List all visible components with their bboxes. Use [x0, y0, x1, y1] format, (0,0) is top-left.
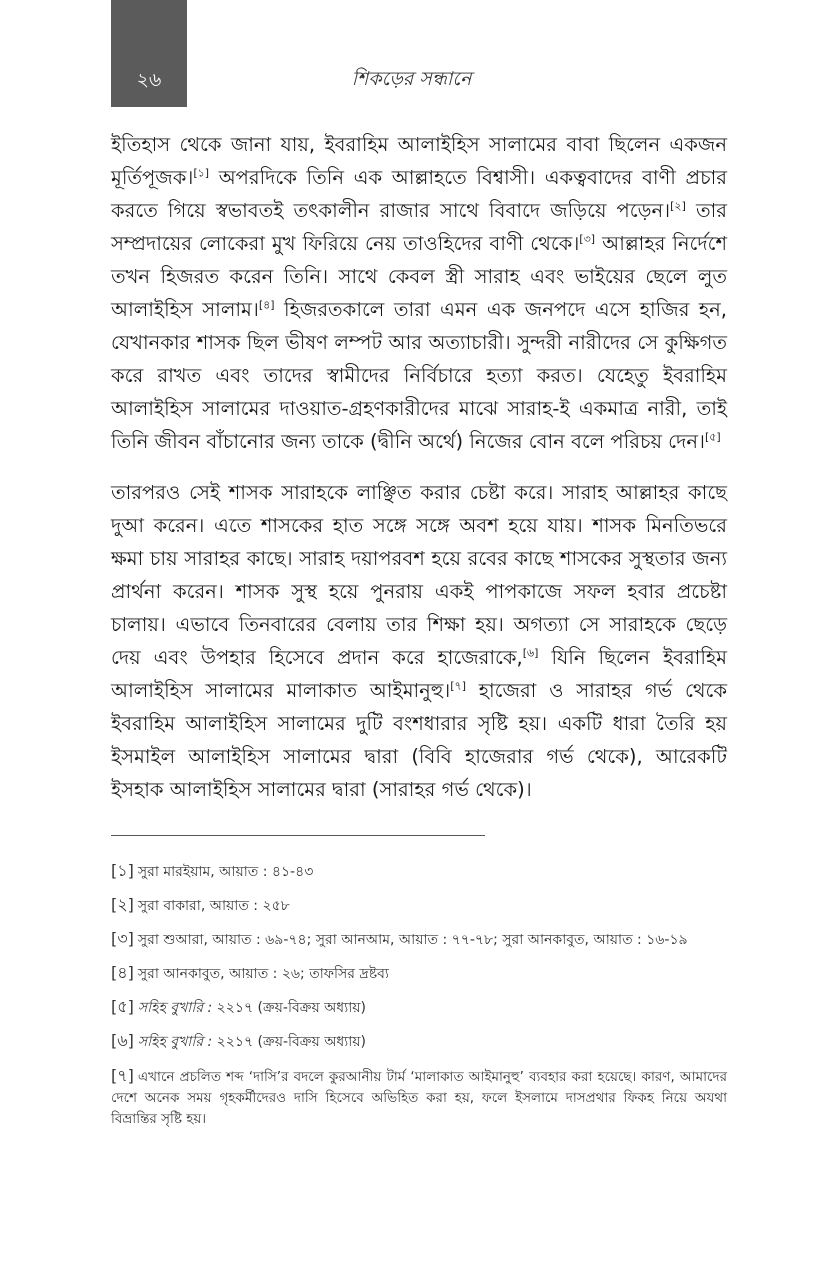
footnote-text: সুরা আনকাবুত, আয়াত : ২৬; তাফসির দ্রষ্টব্য — [137, 966, 389, 982]
body-text — [111, 128, 727, 824]
paragraph-2-text-2: যিনি ছিলেন ইবরাহিম আলাইহিস সালামের মালাকাত আইমানুহু। — [111, 646, 727, 702]
footnote-divider — [111, 835, 485, 836]
footnote-ref-6[interactable]: [৬] — [522, 646, 539, 660]
footnote-marker: [৫] — [111, 997, 134, 1016]
footnote-3 — [111, 926, 727, 953]
footnote-marker: [২] — [111, 895, 134, 914]
footnote-marker: [৭] — [111, 1066, 134, 1085]
footnote-1 — [111, 858, 727, 885]
paragraph-2-text-3: হাজেরা ও সারাহর গর্ভ থেকে ইবরাহিম আলাইহিস সালামের দুটি বংশধারার সৃষ্টি হয়। একটি ধারা তৈরি হয় ইসমাইল আলাইহিস সালামের দ্বারা (বিবি হাজেরার গর্ভ থেকে), আরেকটি ইসহাক আলাইহিস সালামের দ্বারা (সারাহর গর্ভ থেকে)। — [111, 679, 728, 801]
footnote-marker: [১] — [111, 861, 134, 880]
footnote-marker: [৪] — [111, 963, 134, 982]
footnotes — [111, 858, 727, 1137]
footnote-marker: [৩] — [111, 929, 134, 948]
paragraph-2-text-1: তারপরও সেই শাসক সারাহকে লাঞ্ছিত করার চেষ্টা করে। সারাহ আল্লাহর কাছে দুআ করেন। এতে শাসকের হাত সঙ্গে সঙ্গে অবশ হয়ে যায়। শাসক মিনতিভরে ক্ষমা চায় সারাহর কাছে। সারাহ দয়াপরবশ হয়ে রবের কাছে শাসকের সুস্থতার জন্য প্রার্থনা করেন। শাসক সুস্থ হয়ে পুনরায় একই পাপকাজে সফল হবার প্রচেষ্টা চালায়। এভাবে তিনবারের বেলায় তার শিক্ষা হয়। অগত্যা সে সারাহকে ছেড়ে দেয় এবং উপহার হিসেবে প্রদান করে হাজেরাকে, — [111, 481, 727, 669]
footnote-text: সুরা মারইয়াম, আয়াত : ৪১-৪৩ — [137, 864, 314, 880]
footnote-text: ২২১৭ (ক্রয়-বিক্রয় অধ্যায়) — [212, 1034, 366, 1050]
footnote-ref-5[interactable]: [৫] — [704, 430, 721, 444]
footnote-ref-4[interactable]: [৪] — [258, 298, 275, 312]
footnote-text: ২২১৭ (ক্রয়-বিক্রয় অধ্যায়) — [212, 1000, 366, 1016]
footnote-ref-2[interactable]: [২] — [670, 199, 686, 213]
footnote-ref-3[interactable]: [৩] — [579, 232, 596, 246]
paragraph-1-text-1: ইতিহাস থেকে জানা যায়, ইবরাহিম আলাইহিস সালামের বাবা ছিলেন একজন মূর্তিপূজক। — [111, 133, 727, 189]
footnote-ref-7[interactable]: [৭] — [450, 679, 466, 693]
footnote-7 — [111, 1065, 727, 1130]
footnote-source: সহিহ বুখারি : — [137, 1000, 213, 1016]
footnote-marker: [৬] — [111, 1031, 134, 1050]
footnote-4 — [111, 960, 727, 987]
page-number: ২৬ — [136, 69, 162, 91]
paragraph-1-text-5: হিজরতকালে তারা এমন এক জনপদে এসে হাজির হন, যেখানকার শাসক ছিল ভীষণ লম্পট আর অত্যাচারী। সুন্দরী নারীদের সে কুক্ষিগত করে রাখত এবং তাদের স্বামীদের নির্বিচারে হত্যা করত। যেহেতু ইবরাহিম আলাইহিস সালামের দাওয়াত-গ্রহণকারীদের মাঝে সারাহ-ই একমাত্র নারী, তাই তিনি জীবন বাঁচানোর জন্য তাকে (দ্বীনি অর্থে) নিজের বোন বলে পরিচয় দেন। — [111, 298, 728, 453]
footnote-2 — [111, 892, 727, 919]
footnote-source: সহিহ বুখারি : — [137, 1034, 213, 1050]
paragraph-1-text-4: আল্লাহর নির্দেশে তখন হিজরত করেন তিনি। সাথে কেবল স্ত্রী সারাহ এবং ভাইয়ের ছেলে লুত আলাইহিস সালাম। — [111, 232, 728, 321]
footnote-ref-1[interactable]: [১] — [193, 166, 210, 180]
page-number-tab — [111, 0, 187, 107]
paragraph-1-text-3: তার সম্প্রদায়ের লোকেরা মুখ ফিরিয়ে নেয় তাওহিদের বাণী থেকে। — [111, 199, 727, 255]
paragraph-1-text-2: অপরদিকে তিনি এক আল্লাহতে বিশ্বাসী। একত্ববাদের বাণী প্রচার করতে গিয়ে স্বভাবতই তৎকালীন রাজার সাথে বিবাদে জড়িয়ে পড়েন। — [111, 166, 727, 222]
footnote-6 — [111, 1028, 727, 1055]
paragraph-1 — [111, 128, 727, 458]
footnote-text: সুরা বাকারা, আয়াত : ২৫৮ — [137, 898, 290, 914]
paragraph-2 — [111, 476, 727, 806]
footnote-text: সুরা শুআরা, আয়াত : ৬৯-৭৪; সুরা আনআম, আয়াত : ৭৭-৭৮; সুরা আনকাবুত, আয়াত : ১৬-১৯ — [137, 932, 688, 948]
footnote-5 — [111, 994, 727, 1021]
footnote-text: এখানে প্রচলিত শব্দ ‘দাসি’র বদলে কুরআনীয় টার্ম ‘মালাকাত আইমানুহু’ ব্যবহার করা হয়েছে। কারণ, আমাদের দেশে অনেক সময় গৃহকর্মীদেরও দাসি হিসেবে অভিহিত করা হয়, ফলে ইসলামে দাসপ্রথার ফিকহ নিয়ে অযথা বিভ্রান্তির সৃষ্টি হয়। — [111, 1069, 727, 1127]
running-title: শিকড়ের সন্ধানে — [351, 68, 472, 90]
